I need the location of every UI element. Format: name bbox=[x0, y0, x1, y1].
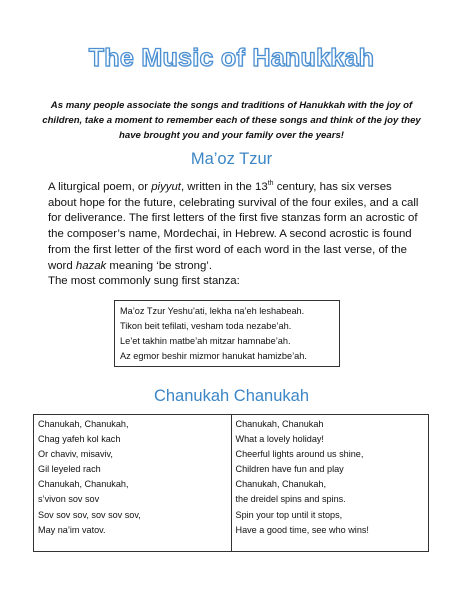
paragraph-text: A liturgical poem, or bbox=[48, 181, 152, 193]
lyric-line: Chanukah, Chanukah bbox=[235, 419, 324, 429]
chanukah-heading: Chanukah Chanukah bbox=[153, 387, 310, 405]
lyric-line: Chanukah, Chanukah, bbox=[235, 479, 326, 490]
maoz-tzur-description bbox=[48, 180, 420, 290]
maoz-tzur-heading: Ma’oz Tzur bbox=[190, 150, 273, 168]
lyric-line: Or chaviv, misaviv, bbox=[38, 449, 113, 460]
stanza-line: Le’et takhin matbe’ah mitzar hamnabe’ah. bbox=[120, 336, 291, 346]
lyric-line: Sov sov sov, sov sov sov, bbox=[38, 509, 141, 520]
piyyut-term: piyyut bbox=[151, 181, 181, 193]
intro-text: As many people associate the songs and traditions of Hanukkah with the joy of children, take a moment to remember each of these songs and think of the joy they have brought you and your family over the years! bbox=[42, 100, 421, 141]
lyric-line: Chanukah, Chanukah, bbox=[38, 419, 129, 429]
paragraph-text: , written in the 13 bbox=[180, 181, 268, 193]
stanza-box bbox=[114, 300, 340, 367]
lyric-line: Have a good time, see who wins! bbox=[235, 524, 369, 535]
paragraph-text: meaning ‘be strong’. bbox=[106, 259, 213, 272]
lyric-line: Chanukah, Chanukah, bbox=[38, 479, 129, 490]
lyric-line: Cheerful lights around us shine, bbox=[235, 449, 364, 460]
hazak-term: hazak bbox=[75, 259, 107, 272]
hebrew-lyrics-column bbox=[34, 415, 232, 551]
lyric-line: May na’im vatov. bbox=[38, 524, 106, 535]
paragraph-text: century, has six verses about hope for the future, celebrating survival of the four exiles, and a call for deliverance. The first letters of the first five stanzas form an acrostic of the composer’s name, Mordechai, in Hebrew. A second acrostic is found from the first letter of the first word of each word in the last verse, of the word bbox=[48, 181, 419, 272]
lyric-line: s’vivon sov sov bbox=[38, 494, 100, 505]
lyric-line: Children have fun and play bbox=[235, 464, 344, 475]
lyric-line: Spin your top until it stops, bbox=[235, 509, 343, 520]
lyric-line: What a lovely holiday! bbox=[235, 434, 324, 445]
lyric-line: Gil leyeled rach bbox=[38, 464, 101, 475]
english-lyrics-column bbox=[232, 415, 429, 551]
stanza-line: Ma’oz Tzur Yeshu’ati, lekha na’eh leshabeah. bbox=[120, 306, 305, 316]
stanza-line: Tikon beit tefilati, vesham toda nezabe’ah. bbox=[120, 321, 292, 331]
lyric-line: the dreidel spins and spins. bbox=[235, 494, 346, 505]
lyric-line: Chag yafeh kol kach bbox=[38, 434, 121, 445]
lyrics-table bbox=[33, 414, 429, 552]
stanza-line: Az egmor beshir mizmor hanukat hamizbe’ah. bbox=[120, 351, 307, 361]
maoz-tzur-paragraph bbox=[48, 180, 420, 274]
document-title: The Music of Hanukkah bbox=[88, 44, 375, 72]
stanza-intro: The most commonly sung first stanza: bbox=[48, 275, 240, 288]
ordinal-suffix: th bbox=[267, 180, 274, 188]
